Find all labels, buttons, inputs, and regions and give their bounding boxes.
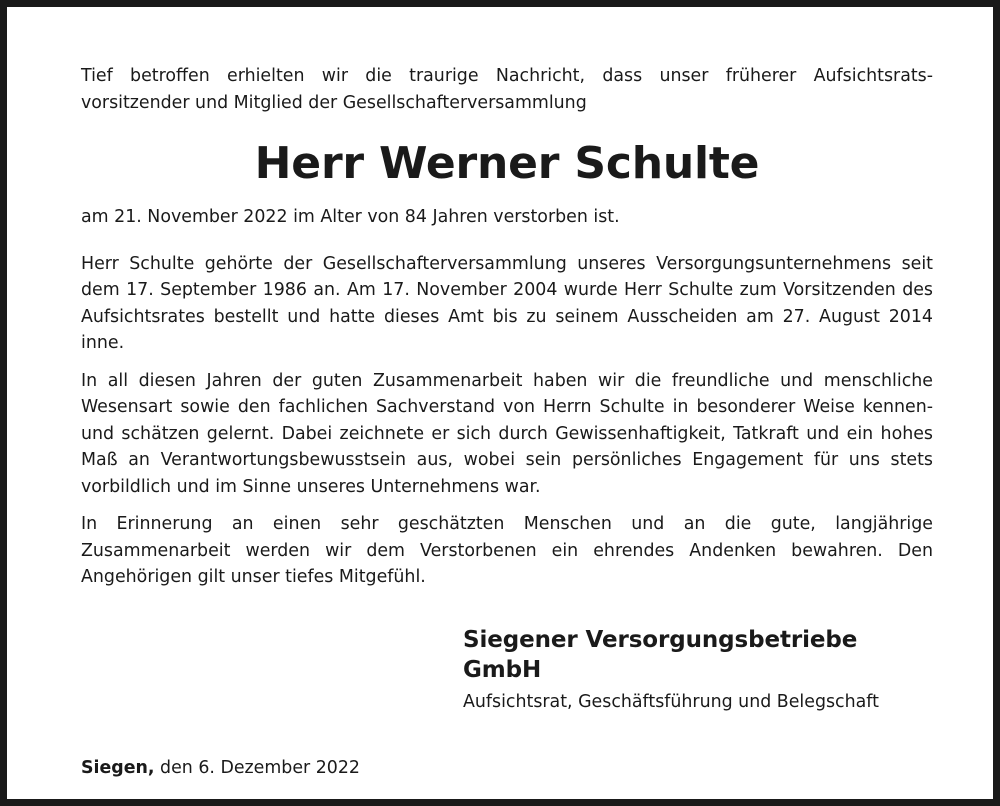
tribute-paragraph: In all diesen Jahren der guten Zusammenarbeit haben wir die freundliche und menschliche Wesensart sowie den fachlichen Sachverstand von Herrn Schulte in besonderer Weise kennen- und schätzen gelernt. Dabei zeichnete er sich durch Gewissenhaftigkeit, Tatkraft und ein hohes Maß an Verantwortungsbewusstsein aus, wobei sein persönliches Engagement für uns stets vorbildlich und im Sinne unseres Unternehmens war. [81, 370, 933, 497]
signature-subtitle: Aufsichtsrat, Geschäftsführung und Belegschaft [463, 691, 879, 712]
place-city: Siegen, [81, 757, 155, 778]
place-date: den 6. Dezember 2022 [154, 757, 360, 778]
remembrance-paragraph: In Erinnerung an einen sehr geschätzten Menschen und an die gute, langjährige Zusammenarbeit werden wir dem Verstorbenen ein ehrendes Andenken bewahren. Den Angehörigen gilt unser tiefes Mitgefühl. [81, 514, 933, 587]
career-paragraph: Herr Schulte gehörte der Gesellschafterversammlung unseres Versorgungsunternehmens seit dem 17. September 1986 an. Am 17. November 2004 wurde Herr Schulte zum Vorsitzenden des Aufsichtsrates bestellt und hatte dieses Amt bis zu seinem Ausscheiden am 27. August 2014 inne. [81, 253, 933, 353]
death-statement: am 21. November 2022 im Alter von 84 Jahren verstorben ist. [81, 207, 620, 227]
signature-block [463, 625, 933, 715]
obituary-content [81, 63, 933, 781]
intro-line-1: Tief betroffen erhielten wir die traurige Nachricht, dass unser früherer Aufsichtsrats- [81, 66, 933, 86]
place-date-line [81, 755, 933, 782]
deceased-name: Herr Werner Schulte [254, 138, 760, 189]
intro-text [81, 63, 933, 116]
intro-line-2: vorsitzender und Mitglied der Gesellschafterversammlung [81, 92, 587, 113]
signature-company: Siegener Versorgungsbetriebe GmbH [463, 626, 858, 683]
